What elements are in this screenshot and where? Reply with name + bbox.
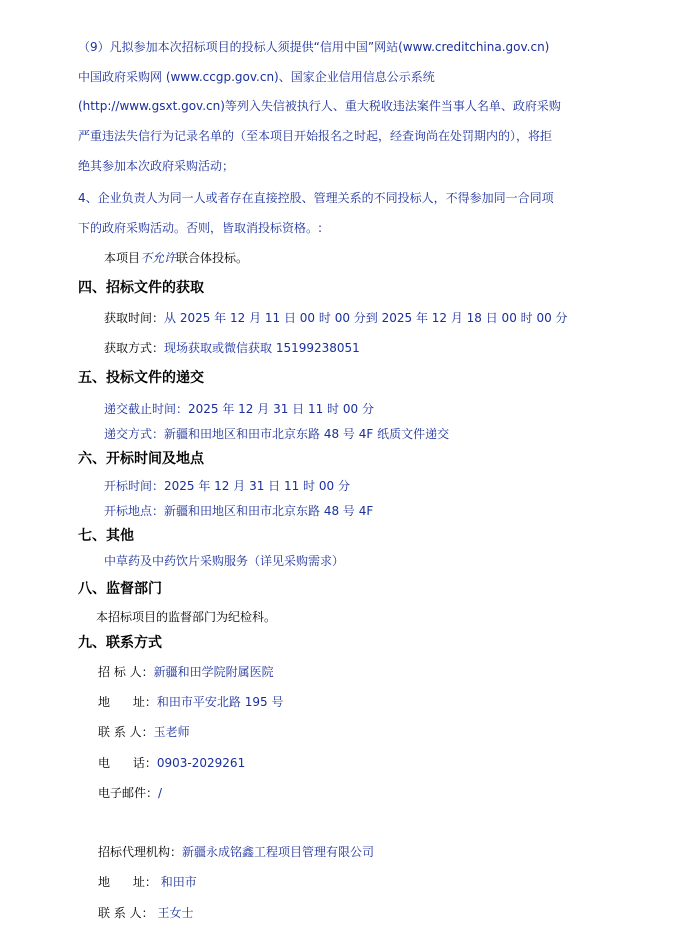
- agency-contact-line: [98, 905, 193, 921]
- sec4-time-label: 获取时间：: [104, 311, 165, 325]
- intro-line-5: 绝其参加本次政府采购活动；: [78, 159, 235, 173]
- section-7-title: 七、其他: [78, 528, 134, 544]
- agency-address-value: 和田市: [156, 875, 197, 889]
- contact-value: 玉老师: [153, 725, 190, 739]
- address-value: 和田市平安北路 195 号: [156, 695, 284, 709]
- contact-line: [98, 724, 190, 740]
- agency-value: 新疆永成铭鑫工程项目管理有限公司: [182, 845, 375, 859]
- buyer-value: 新疆和田学院附属医院: [153, 665, 274, 679]
- phone-line: [98, 755, 245, 771]
- section-9-title: 九、联系方式: [78, 635, 162, 651]
- email-label: 电子邮件：: [98, 786, 159, 800]
- phone-label: 电 话：: [98, 756, 157, 770]
- agency-line: [98, 844, 374, 860]
- sec6-place: 开标地点：新疆和田地区和田市北京东路 48 号 4F: [104, 504, 374, 518]
- section-5-title: 五、投标文件的递交: [78, 370, 204, 386]
- sec4-time-line: [104, 310, 568, 326]
- intro-line-2: 中国政府采购网 (www.ccgp.gov.cn)、国家企业信用信息公示系统: [78, 70, 435, 84]
- intro-line-4: 严重违法失信行为记录名单的（至本项目开始报名之时起，经查询尚在处罚期内的），将拒: [78, 129, 553, 143]
- sec5-method: 递交方式：新疆和田地区和田市北京东路 48 号 4F 纸质文件递交: [104, 427, 450, 441]
- sec4-method-value: 现场获取或微信获取 15199238051: [164, 341, 360, 355]
- sec4-method-line: [104, 340, 360, 356]
- consortium-line: [104, 250, 248, 266]
- email-value: /: [158, 786, 163, 800]
- sec7-text: 中草药及中药饮片采购服务（详见采购需求）: [104, 554, 345, 568]
- address-line: [98, 694, 283, 710]
- consortium-prefix: 本项目: [104, 251, 141, 265]
- agency-contact-label: 联 系 人：: [98, 906, 154, 920]
- section-8-title: 八、监督部门: [78, 581, 162, 597]
- agency-label: 招标代理机构：: [98, 845, 183, 859]
- section-6-title: 六、开标时间及地点: [78, 451, 204, 467]
- intro-line-1: （9）凡拟参加本次招标项目的投标人须提供“信用中国”网站(www.creditchina.gov.cn): [78, 40, 550, 54]
- consortium-suffix: 联合体投标。: [176, 251, 249, 265]
- address-label: 地 址：: [98, 695, 157, 709]
- phone-value: 0903-2029261: [156, 756, 246, 770]
- sec6-time: 开标时间：2025 年 12 月 31 日 11 时 00 分: [104, 479, 350, 493]
- intro-line-7: 下的政府采购活动。否则，皆取消投标资格。:: [78, 221, 323, 235]
- intro-line-6: 4、企业负责人为同一人或者存在直接控股、管理关系的不同投标人，不得参加同一合同项: [78, 191, 554, 205]
- buyer-label: 招 标 人：: [98, 665, 154, 679]
- email-line: [98, 785, 162, 801]
- sec5-deadline: 递交截止时间：2025 年 12 月 31 日 11 时 00 分: [104, 402, 374, 416]
- agency-address-line: [98, 874, 197, 890]
- buyer-line: [98, 664, 274, 680]
- agency-contact-value: 王女士: [153, 906, 194, 920]
- sec4-method-label: 获取方式：: [104, 341, 165, 355]
- section-4-title: 四、招标文件的获取: [78, 280, 204, 296]
- consortium-value: 不允许: [140, 251, 177, 265]
- intro-line-3: (http://www.gsxt.gov.cn)等列入失信被执行人、重大税收违法案件当事人名单、政府采购: [78, 99, 561, 113]
- sec4-time-value: 从 2025 年 12 月 11 日 00 时 00 分到 2025 年 12 月 18 日 00 时 00 分: [164, 311, 568, 325]
- agency-address-label: 地 址：: [98, 875, 157, 889]
- contact-label: 联 系 人：: [98, 725, 154, 739]
- sec8-text: 本招标项目的监督部门为纪检科。: [96, 610, 277, 624]
